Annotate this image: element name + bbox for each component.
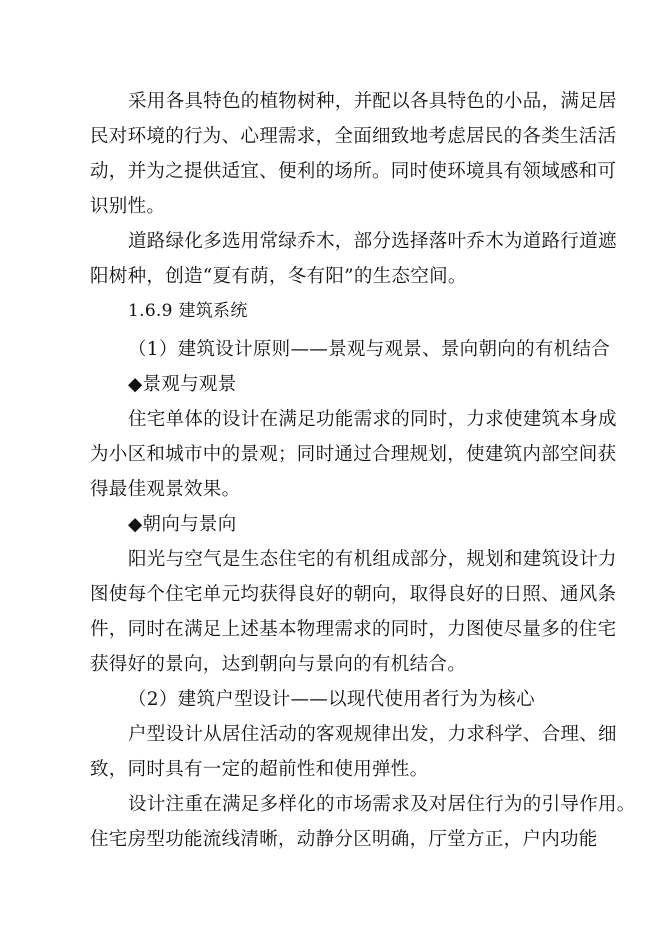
text-line: 设计注重在满足多样化的市场需求及对居住行为的引导作用。 bbox=[128, 794, 636, 815]
text-line: 住宅单体的设计在满足功能需求的同时，力求使建筑本身成 bbox=[128, 409, 617, 430]
text-line: 阳光与空气是生态住宅的有机组成部分，规划和建筑设计力 bbox=[128, 549, 617, 570]
subsection-heading: （2）建筑户型设计——以现代使用者行为为核心 bbox=[128, 689, 535, 710]
text-line: 住宅房型功能流线清晰，动静分区明确，厅堂方正，户内功能 bbox=[90, 829, 598, 850]
text-line: 道路绿化多选用常绿乔木，部分选择落叶乔木为道路行道遮 bbox=[128, 231, 617, 252]
text-line: 为小区和城市中的景观；同时通过合理规划，使建筑内部空间获 bbox=[90, 444, 617, 465]
text-line: 图使每个住宅单元均获得良好的朝向，取得良好的日照、通风条 bbox=[90, 584, 617, 605]
text-line: 致，同时具有一定的超前性和使用弹性。 bbox=[90, 759, 429, 780]
text-line: 获得好的景向，达到朝向与景向的有机结合。 bbox=[90, 654, 467, 675]
text-line: 民对环境的行为、心理需求，全面细致地考虑居民的各类生活活 bbox=[90, 126, 617, 147]
text-line: 采用各具特色的植物树种，并配以各具特色的小品，满足居 bbox=[128, 91, 617, 112]
bullet-heading: ◆景观与观景 bbox=[128, 374, 237, 395]
subsection-heading: （1）建筑设计原则——景观与观景、景向朝向的有机结合 bbox=[128, 339, 611, 360]
text-line: 动，并为之提供适宜、便利的场所。同时使环境具有领域感和可 bbox=[90, 161, 617, 182]
text-line: 识别性。 bbox=[90, 196, 166, 217]
text-line: 户型设计从居住活动的客观规律出发，力求科学、合理、细 bbox=[128, 724, 617, 745]
bullet-heading: ◆朝向与景向 bbox=[128, 514, 237, 535]
text-line: 阳树种，创造“夏有荫，冬有阳”的生态空间。 bbox=[90, 266, 467, 287]
text-line: 得最佳观景效果。 bbox=[90, 479, 241, 500]
text-line: 件，同时在满足上述基本物理需求的同时，力图使尽量多的住宅 bbox=[90, 619, 617, 640]
section-heading: 1.6.9 建筑系统 bbox=[128, 301, 248, 321]
